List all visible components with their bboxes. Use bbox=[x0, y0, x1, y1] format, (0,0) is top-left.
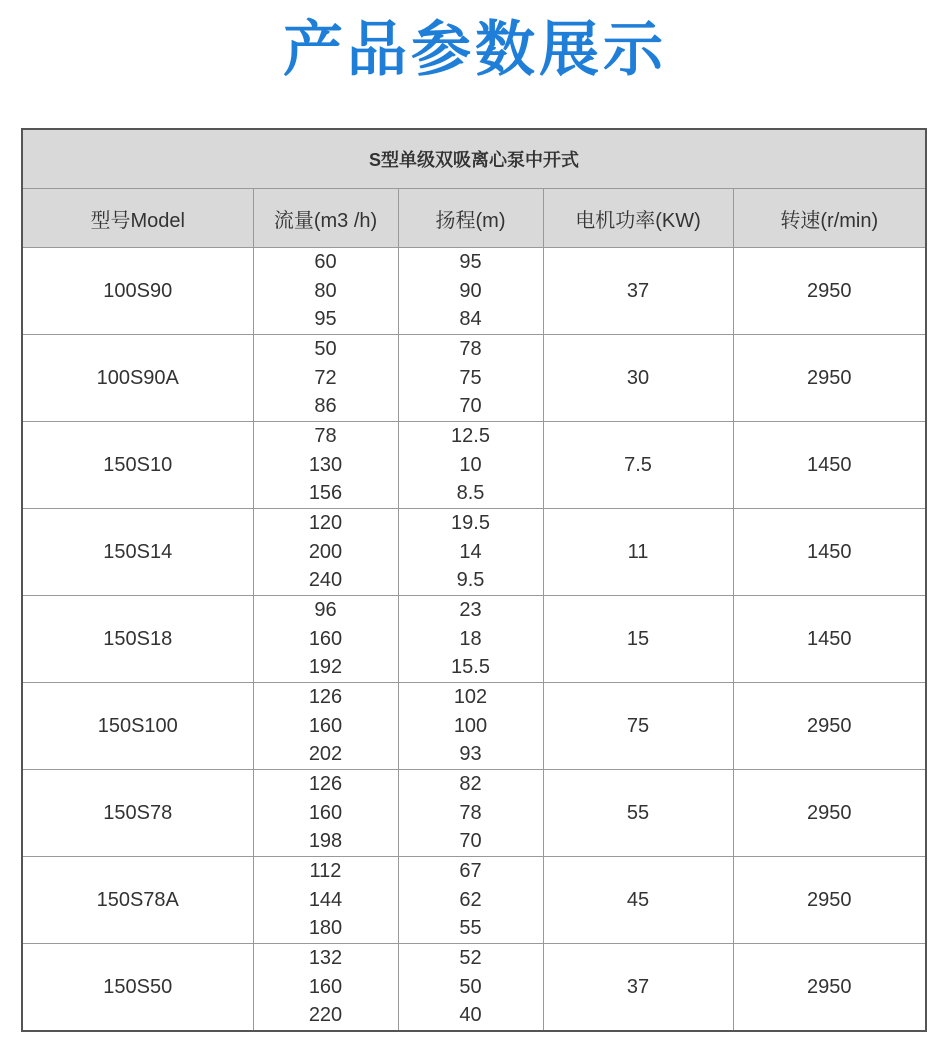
cell-head-value: 78 bbox=[459, 801, 482, 824]
cell-head bbox=[398, 683, 543, 770]
cell-head-value: 19.5 bbox=[451, 512, 490, 535]
cell-head-value: 23 bbox=[459, 599, 482, 622]
cell-model: 100S90A bbox=[22, 335, 253, 422]
header-speed: 转速(r/min) bbox=[733, 189, 926, 248]
cell-head bbox=[398, 944, 543, 1032]
cell-speed: 1450 bbox=[733, 509, 926, 596]
cell-head-value: 75 bbox=[459, 366, 482, 389]
cell-power: 37 bbox=[543, 944, 733, 1032]
cell-model: 150S10 bbox=[22, 422, 253, 509]
cell-head bbox=[398, 596, 543, 683]
cell-speed: 2950 bbox=[733, 857, 926, 944]
cell-head-value: 9.5 bbox=[456, 569, 485, 592]
cell-flow-value: 78 bbox=[314, 425, 337, 448]
cell-head-value: 82 bbox=[459, 773, 482, 796]
cell-flow bbox=[253, 944, 398, 1032]
cell-flow-value: 160 bbox=[308, 714, 343, 737]
table-row bbox=[22, 944, 926, 1032]
cell-head-value: 70 bbox=[459, 830, 482, 853]
header-head: 扬程(m) bbox=[398, 189, 543, 248]
header-model: 型号Model bbox=[22, 189, 253, 248]
cell-head-value: 62 bbox=[459, 888, 482, 911]
cell-flow-value: 200 bbox=[308, 540, 343, 563]
cell-flow-value: 126 bbox=[308, 686, 343, 709]
cell-flow-value: 96 bbox=[314, 599, 337, 622]
cell-flow-value: 180 bbox=[308, 917, 343, 940]
cell-flow bbox=[253, 857, 398, 944]
cell-head-value: 67 bbox=[459, 860, 482, 883]
cell-model: 150S78 bbox=[22, 770, 253, 857]
cell-flow-value: 160 bbox=[308, 627, 343, 650]
cell-flow-value: 80 bbox=[314, 279, 337, 302]
table-row bbox=[22, 770, 926, 857]
cell-speed: 1450 bbox=[733, 422, 926, 509]
cell-power: 55 bbox=[543, 770, 733, 857]
cell-speed: 2950 bbox=[733, 944, 926, 1032]
cell-head-value: 78 bbox=[459, 338, 482, 361]
cell-head-value: 52 bbox=[459, 947, 482, 970]
cell-head-value: 18 bbox=[459, 627, 482, 650]
cell-model: 150S18 bbox=[22, 596, 253, 683]
cell-flow bbox=[253, 335, 398, 422]
cell-flow bbox=[253, 248, 398, 335]
cell-speed: 2950 bbox=[733, 248, 926, 335]
cell-speed: 2950 bbox=[733, 683, 926, 770]
cell-flow-value: 112 bbox=[309, 860, 342, 883]
cell-head bbox=[398, 770, 543, 857]
cell-model: 150S14 bbox=[22, 509, 253, 596]
cell-power: 7.5 bbox=[543, 422, 733, 509]
cell-head-value: 93 bbox=[459, 743, 482, 766]
cell-head-value: 14 bbox=[459, 540, 482, 563]
cell-head-value: 100 bbox=[453, 714, 488, 737]
cell-flow-value: 198 bbox=[308, 830, 343, 853]
cell-speed: 2950 bbox=[733, 770, 926, 857]
cell-flow-value: 160 bbox=[308, 975, 343, 998]
cell-head bbox=[398, 857, 543, 944]
header-flow: 流量(m3 /h) bbox=[253, 189, 398, 248]
cell-flow-value: 240 bbox=[308, 569, 343, 592]
cell-flow-value: 72 bbox=[314, 366, 337, 389]
cell-head-value: 102 bbox=[453, 686, 488, 709]
cell-head bbox=[398, 422, 543, 509]
table-row bbox=[22, 422, 926, 509]
cell-head-value: 12.5 bbox=[451, 425, 490, 448]
cell-flow bbox=[253, 596, 398, 683]
cell-speed: 1450 bbox=[733, 596, 926, 683]
cell-flow-value: 130 bbox=[308, 453, 343, 476]
cell-head-value: 40 bbox=[459, 1004, 482, 1027]
cell-power: 11 bbox=[543, 509, 733, 596]
table-row bbox=[22, 857, 926, 944]
cell-flow-value: 120 bbox=[308, 512, 343, 535]
cell-head bbox=[398, 248, 543, 335]
cell-flow-value: 60 bbox=[314, 251, 337, 274]
cell-model: 150S78A bbox=[22, 857, 253, 944]
header-power: 电机功率(KW) bbox=[543, 189, 733, 248]
cell-flow-value: 220 bbox=[308, 1004, 343, 1027]
cell-head-value: 15.5 bbox=[451, 656, 490, 679]
spec-table bbox=[21, 128, 927, 1032]
table-row bbox=[22, 683, 926, 770]
header-row bbox=[22, 189, 926, 248]
cell-power: 30 bbox=[543, 335, 733, 422]
cell-flow bbox=[253, 770, 398, 857]
cell-power: 15 bbox=[543, 596, 733, 683]
cell-head-value: 90 bbox=[459, 279, 482, 302]
cell-head-value: 8.5 bbox=[456, 482, 485, 505]
cell-head bbox=[398, 335, 543, 422]
cell-flow-value: 156 bbox=[308, 482, 343, 505]
cell-head-value: 95 bbox=[459, 251, 482, 274]
cell-flow bbox=[253, 422, 398, 509]
cell-head-value: 55 bbox=[459, 917, 482, 940]
cell-power: 45 bbox=[543, 857, 733, 944]
cell-model: 100S90 bbox=[22, 248, 253, 335]
table-row bbox=[22, 596, 926, 683]
cell-flow-value: 126 bbox=[308, 773, 343, 796]
cell-flow bbox=[253, 683, 398, 770]
cell-flow-value: 192 bbox=[308, 656, 343, 679]
cell-model: 150S50 bbox=[22, 944, 253, 1032]
cell-flow-value: 160 bbox=[308, 801, 343, 824]
cell-flow-value: 50 bbox=[314, 338, 337, 361]
cell-power: 37 bbox=[543, 248, 733, 335]
cell-flow-value: 132 bbox=[308, 947, 343, 970]
cell-flow bbox=[253, 509, 398, 596]
cell-model: 150S100 bbox=[22, 683, 253, 770]
cell-flow-value: 144 bbox=[308, 888, 343, 911]
cell-head-value: 50 bbox=[459, 975, 482, 998]
cell-head-value: 10 bbox=[459, 453, 482, 476]
cell-power: 75 bbox=[543, 683, 733, 770]
table-caption: S型单级双吸离心泵中开式 bbox=[22, 129, 926, 189]
cell-flow-value: 95 bbox=[314, 308, 337, 331]
cell-head-value: 84 bbox=[459, 308, 482, 331]
cell-flow-value: 202 bbox=[308, 743, 343, 766]
cell-speed: 2950 bbox=[733, 335, 926, 422]
page-title: 产品参数展示 bbox=[283, 15, 667, 85]
table-row bbox=[22, 509, 926, 596]
table-row bbox=[22, 335, 926, 422]
cell-flow-value: 86 bbox=[314, 395, 337, 418]
cell-head bbox=[398, 509, 543, 596]
table-row bbox=[22, 248, 926, 335]
table-body bbox=[22, 248, 926, 1032]
cell-head-value: 70 bbox=[459, 395, 482, 418]
